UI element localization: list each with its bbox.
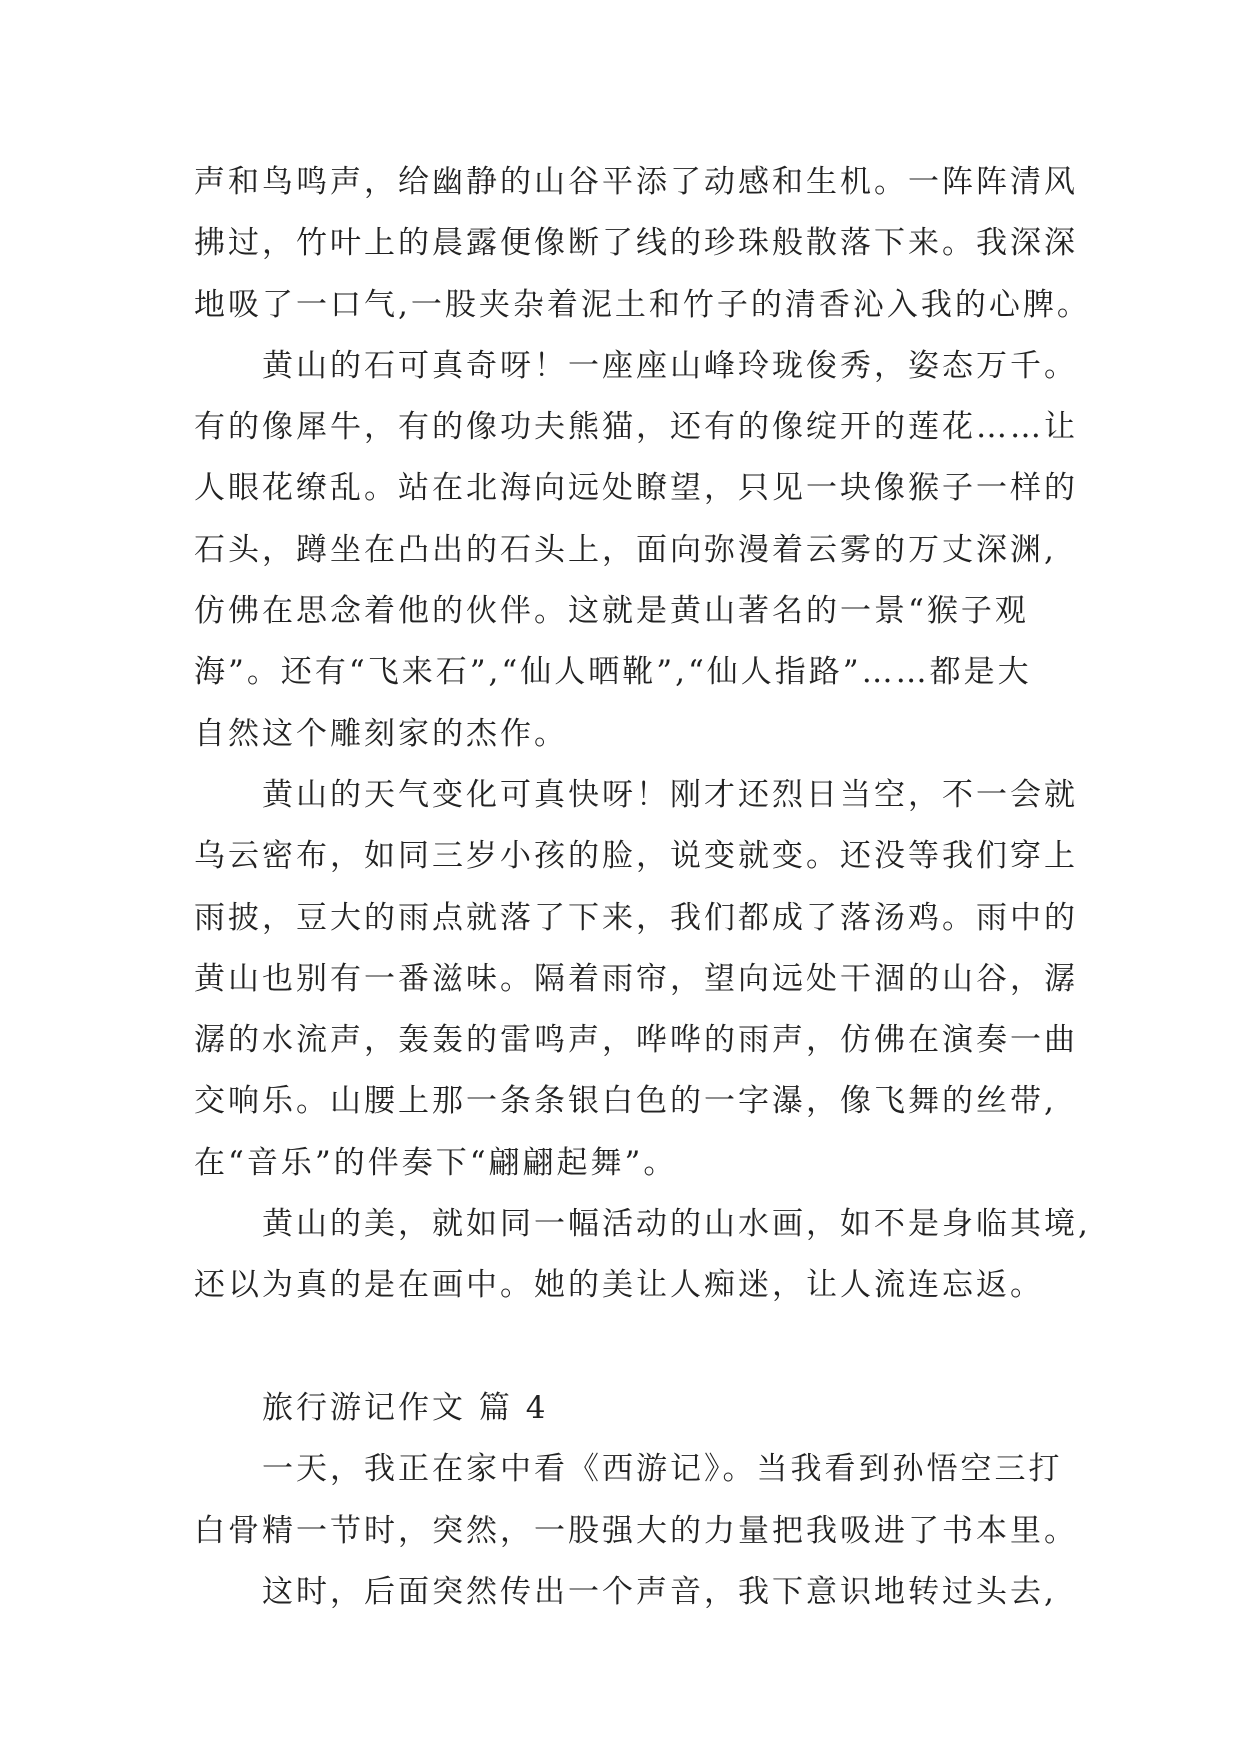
text-line: 潺的水流声，轰轰的雷鸣声，哗哗的雨声，仿佛在演奏一曲 [194, 1022, 1078, 1059]
text-line: 声和鸟鸣声，给幽静的山谷平添了动感和生机。一阵阵清风 [194, 164, 1078, 200]
text-line: 石头，蹲坐在凸出的石头上，面向弥漫着云雾的万丈深渊, [194, 531, 1057, 568]
text-line: 乌云密布，如同三岁小孩的脸，说变就变。还没等我们穿上 [194, 838, 1078, 875]
text-line: 有的像犀牛，有的像功夫熊猫，还有的像绽开的莲花……让 [194, 409, 1078, 446]
section-spacer [194, 1317, 1094, 1378]
document-body [194, 152, 1094, 1623]
paragraph [194, 1194, 1094, 1317]
text-line: 交响乐。山腰上那一条条银白色的一字瀑，像飞舞的丝带, [194, 1083, 1057, 1120]
text-line: 这时，后面突然传出一个声音，我下意识地转过头去, [262, 1573, 1057, 1610]
paragraph [194, 765, 1094, 1194]
text-line: 仿佛在思念着他的伙伴。这就是黄山著名的一景“猴子观 [194, 593, 1029, 630]
text-line: 雨披，豆大的雨点就落了下来，我们都成了落汤鸡。雨中的 [194, 899, 1078, 936]
text-line: 还以为真的是在画中。她的美让人痴迷，让人流连忘返。 [194, 1267, 1044, 1304]
text-line: 海”。还有“飞来石”,“仙人晒靴”,“仙人指路”……都是大 [194, 654, 1032, 691]
text-line: 地吸了一口气,一股夹杂着泥土和竹子的清香沁入我的心脾。 [194, 286, 1091, 323]
paragraph [194, 152, 1094, 336]
text-line: 黄山的石可真奇呀！一座座山峰玲珑俊秀，姿态万千。 [262, 347, 1078, 384]
text-line: 拂过，竹叶上的晨露便像断了线的珍珠般散落下来。我深深 [194, 225, 1078, 262]
text-line: 人眼花缭乱。站在北海向远处瞭望，只见一块像猴子一样的 [194, 470, 1078, 507]
paragraph [194, 1562, 1094, 1623]
text-line: 黄山的美，就如同一幅活动的山水画，如不是身临其境, [262, 1206, 1091, 1243]
text-line: 在“音乐”的伴奏下“翩翩起舞”。 [194, 1144, 678, 1181]
text-line: 自然这个雕刻家的杰作。 [194, 715, 568, 752]
text-line: 白骨精一节时，突然，一股强大的力量把我吸进了书本里。 [194, 1512, 1078, 1549]
text-line: 一天，我正在家中看《西游记》。当我看到孙悟空三打 [262, 1451, 1063, 1488]
paragraph [194, 1439, 1094, 1562]
paragraph [194, 336, 1094, 765]
text-line: 黄山也别有一番滋味。隔着雨帘，望向远处干涸的山谷，潺 [194, 960, 1078, 997]
text-line: 黄山的天气变化可真快呀！刚才还烈日当空，不一会就 [262, 776, 1078, 813]
section-heading: 旅行游记作文 篇 4 [262, 1389, 549, 1426]
